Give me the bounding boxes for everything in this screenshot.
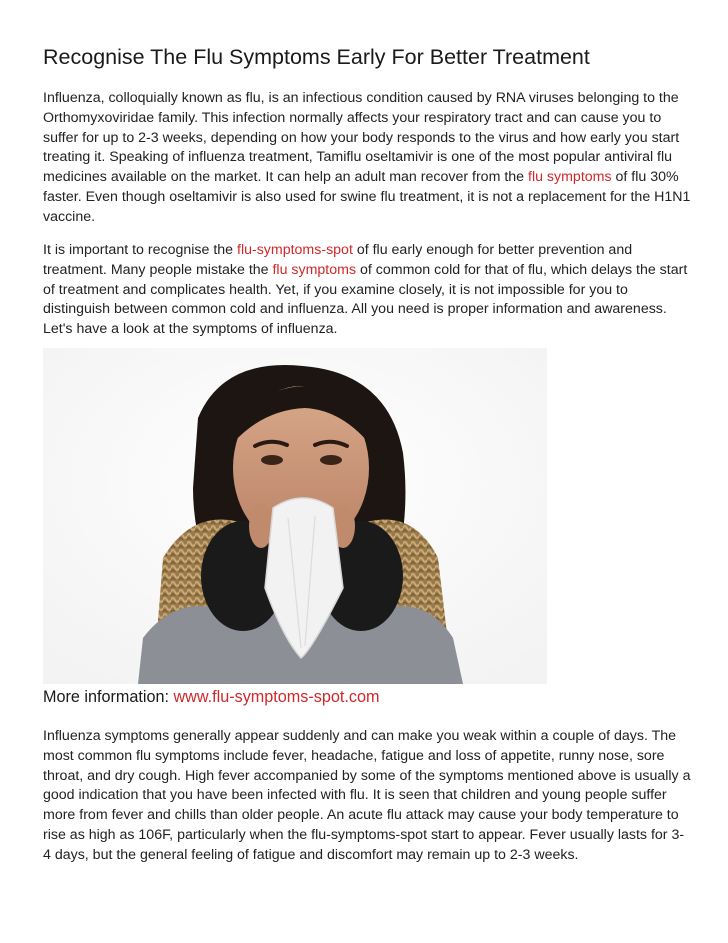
paragraph-text: Influenza, colloquially known as flu, is an infectious condition caused by RNA viruses belonging to the Orthomyxoviridae family. This infection normally affects your respiratory tract and can cause you to suffer for up to 2-3 weeks, depending on how your body responds to the virus and how early you start treating it. Speaking of influenza treatment, Tamiflu oseltamivir is one of the most popular antiviral flu medicines available on the market. It can help an adult man recover from the: [43, 90, 680, 186]
intro-paragraph: [43, 89, 691, 228]
flu-symptoms-link[interactable]: flu symptoms: [528, 169, 612, 186]
flu-symptoms-spot-link[interactable]: flu-symptoms-spot: [237, 242, 353, 258]
article-title: Recognise The Flu Symptoms Early For Better Treatment: [43, 45, 590, 69]
woman-blowing-nose-photo: [43, 348, 547, 684]
paragraph-text: of flu early enough for better prevention and treatment. Many people mistake the: [43, 242, 633, 278]
symptoms-paragraph: Influenza symptoms generally appear suddenly and can make you weak within a couple of days. The most common flu symptoms include fever, headache, fatigue and loss of appetite, runny nose, sore throat, and dry cough. High fever accompanied by some of the symptoms mentioned above is usually a good indication that you have been infected with flu. It is seen that children and young people suffer more from fever and chills than older people. An acute flu attack may cause your body temperature to rise as high as 106F, particularly when the flu-symptoms-spot start to appear. Fever usually lasts for 3-4 days, but the general feeling of fatigue and discomfort may remain up to 2-3 weeks.: [43, 728, 691, 863]
more-information-line: [43, 686, 379, 708]
more-info-label: More information:: [43, 688, 174, 706]
flu-symptoms-link[interactable]: flu symptoms: [272, 261, 357, 278]
photo-illustration: [43, 348, 547, 684]
recognise-paragraph: [43, 241, 691, 340]
paragraph-text: of flu 30% faster. Even though oseltamivir is also used for swine flu treatment, it is not a replacement for the H1N1 vaccine.: [43, 169, 691, 225]
paragraph-text: It is important to recognise the: [43, 242, 237, 258]
website-link[interactable]: www.flu-symptoms-spot.com: [173, 688, 380, 706]
paragraph-text: of common cold for that of flu, which delays the start of treatment and complicates health. Yet, if you examine closely, it is not impossible for you to distinguish between common cold and influenza. All you need is proper information and awareness. Let's have a look at the symptoms of influenza.: [43, 261, 688, 338]
